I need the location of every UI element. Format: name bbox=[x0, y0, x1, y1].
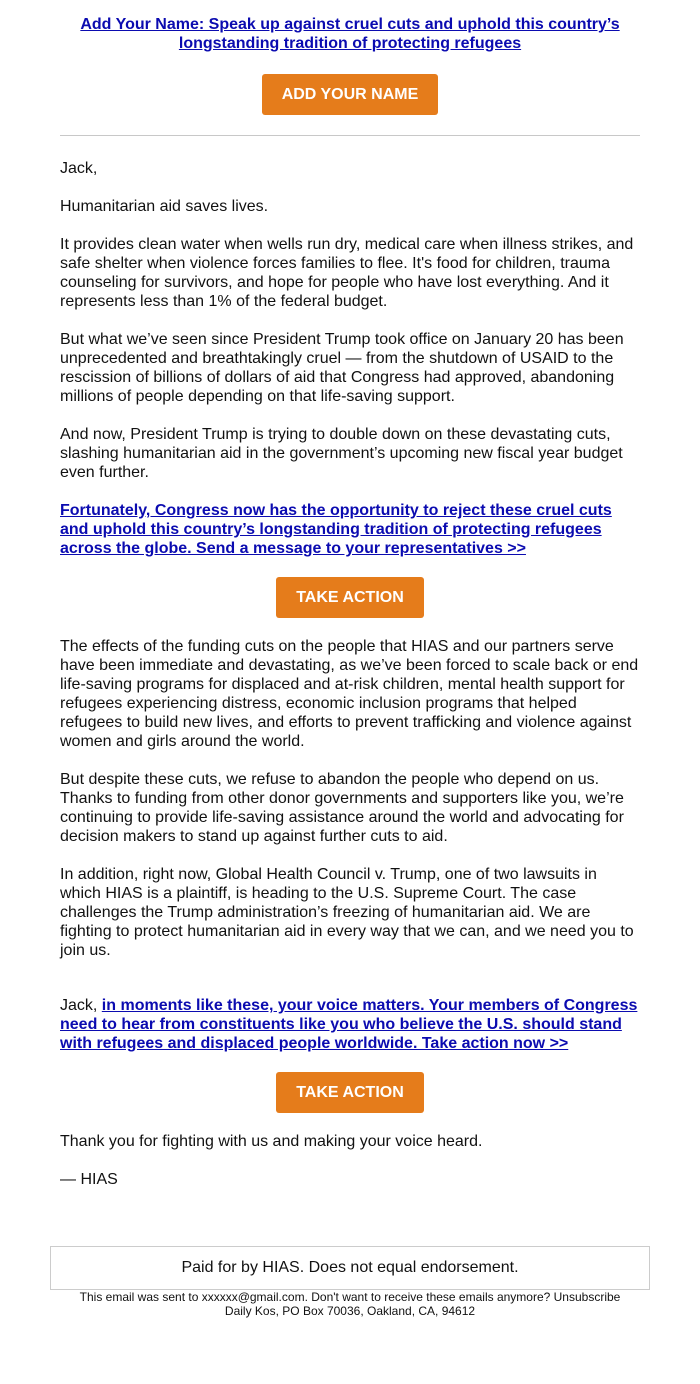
paragraph: It provides clean water when wells run dry, medical care when illness strikes, and safe shelter when violence forces families to flee. It's food for children, trauma counseling for survivors, and hope for people who have lost everything. And it represents less than 1% of the federal budget. bbox=[60, 236, 634, 310]
take-action-button[interactable]: TAKE ACTION bbox=[276, 577, 424, 618]
take-action-now-link[interactable]: in moments like these, your voice matters. Your members of Congress need to hear from constituents like you who believe the U.S. should stand with refugees and displaced people worldwide. Take action now >> bbox=[60, 997, 638, 1052]
greeting: Jack, bbox=[60, 160, 98, 177]
sent-to-text: This email was sent to xxxxxx@gmail.com. Don't want to receive these emails anymore? bbox=[79, 1290, 554, 1304]
unsubscribe-link[interactable]: Unsubscribe bbox=[553, 1290, 621, 1304]
disclaimer-box bbox=[50, 1246, 650, 1290]
footer bbox=[0, 1290, 700, 1318]
add-your-name-button[interactable]: ADD YOUR NAME bbox=[262, 74, 438, 115]
paragraph: The effects of the funding cuts on the people that HIAS and our partners serve have been immediate and devastating, as we’ve been forced to scale back or end life-saving programs for displaced and at-risk children, mental health support for refugees experiencing distress, economic inclusion programs that helped refugees to build new lives, and efforts to prevent trafficking and violence against women and girls around the world. bbox=[60, 638, 639, 750]
paragraph: But despite these cuts, we refuse to abandon the people who depend on us. Thanks to funding from other donor governments and supporters like you, we’re continuing to provide life-saving assistance around the world and advocating for decision makers to stand up against further cuts to aid. bbox=[60, 771, 624, 845]
address: Daily Kos, PO Box 70036, Oakland, CA, 94612 bbox=[224, 1304, 476, 1318]
take-action-button-2[interactable]: TAKE ACTION bbox=[276, 1072, 424, 1113]
name-prefix: Jack, bbox=[60, 997, 102, 1014]
signoff: — HIAS bbox=[60, 1171, 118, 1188]
add-your-name-link[interactable]: Add Your Name: Speak up against cruel cuts and uphold this country’s longstanding tradition of protecting refugees bbox=[80, 16, 620, 52]
paragraph: In addition, right now, Global Health Council v. Trump, one of two lawsuits in which HIAS is a plaintiff, is heading to the U.S. Supreme Court. The case challenges the Trump administration’s freezing of humanitarian aid. We are fighting to protect humanitarian aid in every way that we can, and we need you to join us. bbox=[60, 866, 634, 959]
paragraph: Thank you for fighting with us and making your voice heard. bbox=[60, 1133, 483, 1150]
send-message-link[interactable]: Fortunately, Congress now has the opportunity to reject these cruel cuts and uphold this country’s longstanding tradition of protecting refugees across the globe. Send a message to your representatives >> bbox=[60, 502, 612, 557]
paragraph: Humanitarian aid saves lives. bbox=[60, 198, 269, 215]
paragraph: But what we’ve seen since President Trump took office on January 20 has been unprecedented and breathtakingly cruel — from the shutdown of USAID to the rescission of billions of dollars of aid that Congress had approved, abandoning millions of people depending on that life-saving support. bbox=[60, 331, 624, 405]
paragraph: And now, President Trump is trying to double down on these devastating cuts, slashing humanitarian aid in the government’s upcoming new fiscal year budget even further. bbox=[60, 426, 623, 481]
disclaimer: Paid for by HIAS. Does not equal endorsement. bbox=[181, 1259, 519, 1276]
